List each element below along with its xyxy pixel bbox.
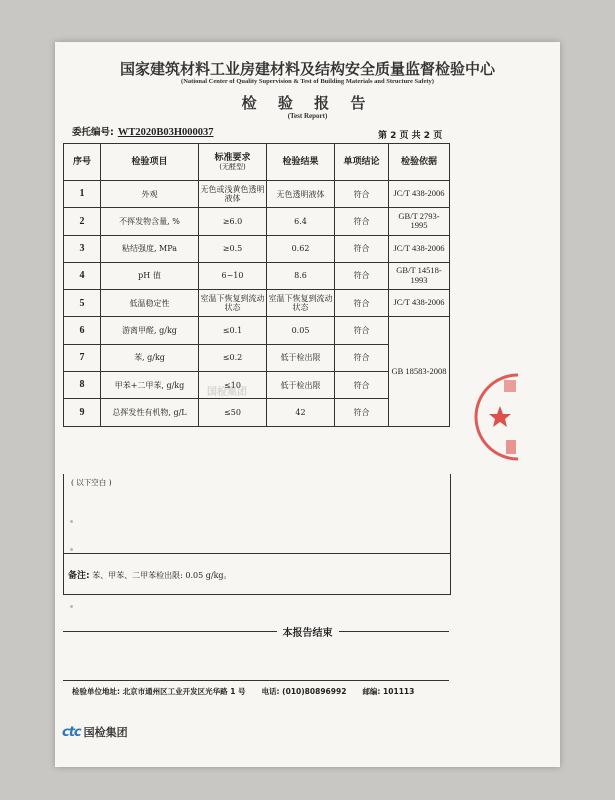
org-name: 国家建筑材料工业房建材料及结构安全质量监督检验中心 xyxy=(119,60,495,78)
entrust-value: WT2020B03H000037 xyxy=(117,127,214,138)
results-table xyxy=(63,143,450,427)
entrust-number xyxy=(72,124,214,138)
row-basis: JC/T 438-2006 xyxy=(389,235,450,262)
row-result: 42 xyxy=(267,399,335,426)
row-req: ≤10 xyxy=(199,372,267,399)
col-header-conclusion: 单项结论 xyxy=(335,144,389,181)
footer-address: 检验单位地址: 北京市通州区工业开发区光华路 1 号 xyxy=(72,687,246,696)
row-conclusion: 符合 xyxy=(335,208,389,235)
row-item: 总挥发性有机物, g/L xyxy=(101,399,199,426)
row-basis: JC/T 438-2006 xyxy=(389,181,450,208)
blank-area xyxy=(63,474,451,553)
footer-divider xyxy=(63,680,449,681)
row-no: 1 xyxy=(64,181,101,208)
col-header-basis: 检验依据 xyxy=(389,144,450,181)
row-conclusion: 符合 xyxy=(335,262,389,289)
table-row xyxy=(64,317,450,344)
row-no: 6 xyxy=(64,317,101,344)
row-conclusion: 符合 xyxy=(335,290,389,317)
table-header-row xyxy=(64,144,450,181)
row-item: 游离甲醛, g/kg xyxy=(101,317,199,344)
row-basis: JC/T 438-2006 xyxy=(389,290,450,317)
row-conclusion: 符合 xyxy=(335,344,389,371)
row-result: 低于检出限 xyxy=(267,344,335,371)
report-title-en: (Test Report) xyxy=(287,112,328,120)
remarks-text: 苯、甲苯、二甲苯检出限: 0.05 g/kg。 xyxy=(92,571,232,580)
row-conclusion: 符合 xyxy=(335,235,389,262)
table-row xyxy=(64,235,450,262)
row-no: 2 xyxy=(64,208,101,235)
row-item: 低温稳定性 xyxy=(101,290,199,317)
red-seal-stamp xyxy=(470,362,518,472)
row-req: 6~10 xyxy=(199,262,267,289)
row-item: 甲苯+二甲苯, g/kg xyxy=(101,372,199,399)
col-header-req-sub: (无醛型) xyxy=(219,163,246,172)
row-item: 粘结强度, MPa xyxy=(101,235,199,262)
row-no: 7 xyxy=(64,344,101,371)
row-no: 8 xyxy=(64,372,101,399)
entrust-label: 委托编号: xyxy=(72,127,114,138)
remarks-label: 备注: xyxy=(68,571,90,581)
ctc-logo-mark: ctc xyxy=(62,725,81,740)
row-req: 无色或浅黄色透明液体 xyxy=(199,181,267,208)
row-result: 低于检出限 xyxy=(267,372,335,399)
row-item: 外观 xyxy=(101,181,199,208)
row-conclusion: 符合 xyxy=(335,372,389,399)
col-header-req-label: 标准要求 xyxy=(214,152,251,163)
row-basis: GB/T 2793-1995 xyxy=(389,208,450,235)
row-item: pH 值 xyxy=(101,262,199,289)
report-title: 检 验 报 告 xyxy=(241,94,374,112)
remarks-line xyxy=(68,568,232,581)
org-name-en: (National Center of Quality Supervision & Test of Building Materials and Structure Safety) xyxy=(181,78,434,85)
col-header-result: 检验结果 xyxy=(267,144,335,181)
row-no: 3 xyxy=(64,235,101,262)
table-row xyxy=(64,208,450,235)
row-conclusion: 符合 xyxy=(335,399,389,426)
page-info: 第 2 页 共 2 页 xyxy=(378,131,443,141)
row-req: ≥6.0 xyxy=(199,208,267,235)
row-req: ≥0.5 xyxy=(199,235,267,262)
watermark: 国检集团 xyxy=(207,387,247,398)
row-no: 9 xyxy=(64,399,101,426)
footer xyxy=(72,686,414,697)
row-result: 8.6 xyxy=(267,262,335,289)
row-item: 不挥发物含量, % xyxy=(101,208,199,235)
blank-note: ( 以下空白 ) xyxy=(71,478,112,487)
table-row xyxy=(64,262,450,289)
table-row xyxy=(64,290,450,317)
row-req: ≤0.1 xyxy=(199,317,267,344)
row-no: 4 xyxy=(64,262,101,289)
ctc-logo xyxy=(62,724,128,740)
ctc-logo-name: 国检集团 xyxy=(83,726,128,739)
col-header-item: 检验项目 xyxy=(101,144,199,181)
row-conclusion: 符合 xyxy=(335,317,389,344)
footer-postcode: 邮编: 101113 xyxy=(362,687,415,696)
remarks-box xyxy=(63,553,451,595)
footer-phone: 电话: (010)80896992 xyxy=(261,687,347,696)
table-row xyxy=(64,181,450,208)
row-result: 0.62 xyxy=(267,235,335,262)
row-basis: GB/T 14518-1993 xyxy=(389,262,450,289)
row-conclusion: 符合 xyxy=(335,181,389,208)
end-of-report xyxy=(0,624,615,639)
row-basis-merged: GB 18583-2008 xyxy=(389,317,450,426)
row-result: 0.05 xyxy=(267,317,335,344)
row-req: ≤0.2 xyxy=(199,344,267,371)
seal-icon xyxy=(470,362,518,472)
col-header-req xyxy=(199,144,267,181)
end-text: 本报告结束 xyxy=(277,628,339,639)
row-result: 6.4 xyxy=(267,208,335,235)
row-req: ≤50 xyxy=(199,399,267,426)
row-item: 苯, g/kg xyxy=(101,344,199,371)
row-no: 5 xyxy=(64,290,101,317)
row-req: 室温下恢复到流动状态 xyxy=(199,290,267,317)
row-result: 无色透明液体 xyxy=(267,181,335,208)
row-result: 室温下恢复到流动状态 xyxy=(267,290,335,317)
col-header-no: 序号 xyxy=(64,144,101,181)
